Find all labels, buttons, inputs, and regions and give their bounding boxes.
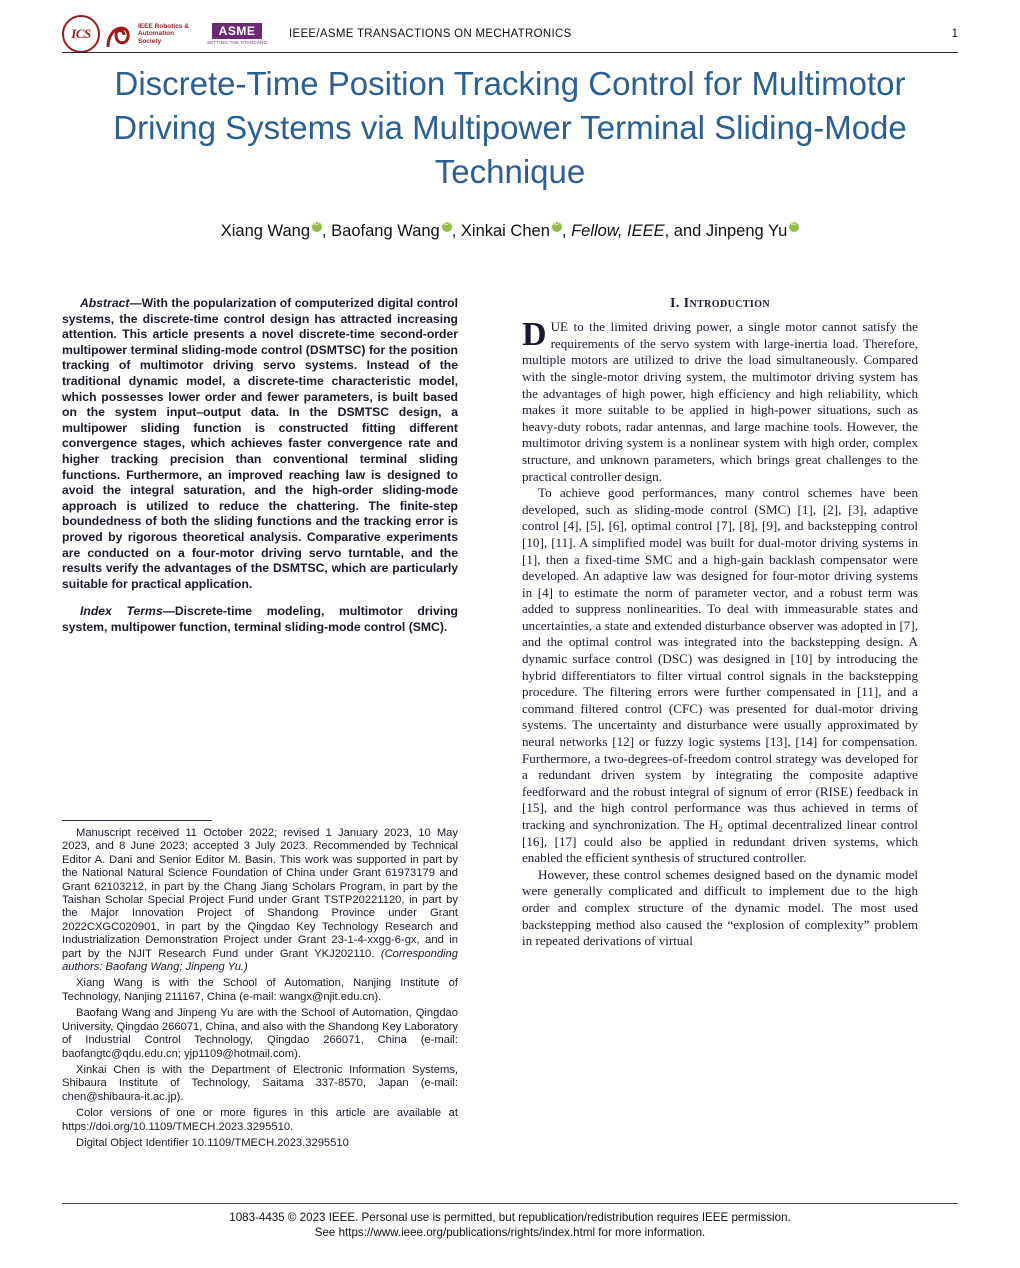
asme-logo-mark: ASME	[212, 23, 263, 39]
intro-paragraph-1	[522, 316, 918, 485]
logo-group	[62, 15, 267, 53]
orcid-icon[interactable]	[442, 222, 452, 232]
intro-paragraph-3: However, these control schemes designed based on the dynamic model were generally complicated and difficult to implement due to the high order and complex structure of the dynamic model. The most used backstepping method also caused the “explosion of complexity” problem in repeated derivations of virtual	[522, 866, 918, 949]
author-1: Xiang Wang	[220, 222, 310, 240]
footnote-color-versions: Color versions of one or more figures in this article are available at https://doi.org/10.1109/TMECH.2023.3295510.	[62, 1107, 458, 1133]
author-sep-2: ,	[451, 222, 461, 240]
index-terms-paragraph	[62, 604, 458, 635]
page-header	[62, 14, 958, 54]
author-4: Jinpeng Yu	[705, 222, 788, 240]
footnote-author-1: Xiang Wang is with the School of Automation, Nanjing Institute of Technology, Nanjing 211167, China (e-mail: wangx@njit.edu.cn).	[62, 977, 458, 1003]
footnote-doi: Digital Object Identifier 10.1109/TMECH.2023.3295510	[76, 1136, 349, 1149]
orcid-icon[interactable]	[789, 222, 799, 232]
footer-divider	[62, 1203, 958, 1204]
page-title: Discrete-Time Position Tracking Control for Multimotor Driving Systems via Multipower Terminal Sliding-Mode Technique	[113, 65, 907, 190]
footnote-manuscript-text: Manuscript received 11 October 2022; revised 1 January 2023, 10 May 2023, and 8 June 2023; accepted 3 July 2023. Recommended by Technical Editor A. Dani and Senior Editor M. Basin. This work was supported in part by the National Natural Science Foundation of China under Grant 61973179 and Grant 62103212, in part by the Chang Jiang Scholars Program, in part by the Taishan Scholar Special Project Fund under Grant TSTP20221120, in part by the Major Innovation Project of Shandong Province under Grant 2022CXGC020901, in part by the Qingdao Key Technology Research and Industrialization Demonstration Project under Grant 23-1-4-xxgg-6-gx, and in part by the NJIT Research Fund under Grant YKJ202110.	[62, 827, 458, 960]
orcid-icon[interactable]	[552, 222, 562, 232]
right-column	[522, 296, 918, 950]
left-column	[62, 296, 458, 635]
drop-cap: D	[522, 316, 547, 354]
orcid-icon[interactable]	[312, 222, 322, 232]
footnote-author-2: Baofang Wang and Jinpeng Yu are with the School of Automation, Qingdao University, Qingdao 266071, China, and also with the Shandong Key Laboratory of Industrial Control Technology, Qingdao 266071, China (e-mail: baofangtc@qdu.edu.cn; yjp1109@hotmail.com).	[62, 1007, 458, 1060]
intro-paragraph-2: To achieve good performances, many control schemes have been developed, such as sliding-mode control (SMC) [1], [2], [3], adaptive control [4], [5], [6], optimal control [7], [8], [9], and backstepping control [10], [11]. A simplified model was built for dual-motor driving systems in [1], then a fixed-time SMC and a high-gain backlash compensator were developed. An adaptive law was designed for four-motor driving systems in [4] to estimate the norm of parameter vector, and a robust term was added to suppress nonlinearities. To deal with immeasurable states and uncertainties, a state and extended disturbance observer was adopted in [7], and the optimal control was integrated into the backstepping design. A dynamic surface control (DSC) was designed in [10] by introducing the hybrid differentiators to filter virtual control signals in the backstepping procedure. The filtering errors were further compensated in [11], and a command filtered control (CFC) was presented for dual-motor driving systems. The uncertainty and disturbance were usually approximated by neural networks [12] or fuzzy logic systems [13], [14] for compensation. Furthermore, a two-degrees-of-freedom control strategy was developed for a redundant driven system by integrating the composite adaptive feedforward and the robust integral of signum of error (RISE) feedback in [15], and the high control performance was thus achieved in terms of tracking and synchronization. The H₂ optimal decentralized linear control [16], [17] could also be applied in redundant driven systems, which enabled the efficient synthesis of structured controller.	[522, 485, 918, 866]
asme-logo-tagline: SETTING THE STANDARD	[207, 40, 267, 45]
abstract-lead: Abstract—	[80, 296, 142, 310]
author-sep-3: ,	[561, 222, 572, 240]
ras-logo-label: IEEE Robotics & Automation Society	[138, 22, 189, 45]
asme-logo	[207, 23, 267, 45]
abstract-text: With the popularization of computerized digital control systems, the discrete-time control design has attracted increasing attention. This article presents a novel discrete-time second-order multipower terminal sliding-mode control (DSMTSC) for the position tracking of multimotor driving servo systems. Instead of the traditional dynamic model, a discrete-time characteristic model, which possesses lower order and fewer parameters, is built based on the system input–output data. In the DSMTSC design, a multipower sliding function is constructed fitting different convergence stages, which achieves faster convergence rate and higher tracking precision than conventional terminal sliding functions. Furthermore, an improved reaching law is designed to avoid the integral saturation, and the high-order sliding-mode approach is utilized to reduce the chattering. The finite-step boundedness of both the sliding functions and the tracking error is proved by rigorous theoretical analysis. Comparative experiments are conducted on a four-motor driving servo turntable, and the results verify the advantages of the DSMTSC, which are particularly suitable for practical application.	[62, 296, 458, 591]
author-sep-4: , and	[664, 222, 706, 240]
index-terms-lead: Index Terms—	[80, 604, 175, 619]
footer-rights-link[interactable]: See https://www.ieee.org/publications/rights/index.html for more information.	[314, 1226, 706, 1239]
footnote-divider	[62, 820, 212, 821]
journal-name: IEEE/ASME TRANSACTIONS ON MECHATRONICS	[289, 28, 572, 40]
footer-copyright: 1083-4435 © 2023 IEEE. Personal use is permitted, but republication/redistribution requires IEEE permission.	[229, 1211, 791, 1224]
author-fellow-note: Fellow, IEEE	[571, 222, 665, 240]
footnote-manuscript	[62, 827, 458, 974]
footnote-block	[62, 820, 458, 1153]
ras-circle-icon: ICS	[62, 15, 100, 53]
author-list	[90, 222, 930, 241]
page-footer	[62, 1210, 958, 1240]
section-heading-introduction: I. Introduction	[669, 296, 770, 311]
footnote-author-3: Xinkai Chen is with the Department of Electronic Information Systems, Shibaura Institute of Technology, Saitama 337-8570, Japan (e-mail: chen@shibaura-it.ac.jp).	[62, 1063, 458, 1103]
author-3: Xinkai Chen	[460, 222, 550, 240]
ras-swirl-icon	[104, 17, 134, 51]
author-2: Baofang Wang	[331, 222, 440, 240]
index-terms-text: Discrete-time modeling, multimotor driving system, multipower function, terminal sliding-mode control (SMC).	[62, 604, 458, 634]
page-number: 1	[951, 28, 958, 40]
header-divider	[62, 52, 958, 53]
abstract-paragraph	[62, 296, 458, 592]
author-sep-1: ,	[322, 222, 332, 240]
ieee-ras-logo	[62, 15, 194, 53]
footnote-corresponding-authors: (Corresponding authors: Baofang Wang; Jinpeng Yu.)	[62, 947, 458, 974]
intro-paragraph-1-text: UE to the limited driving power, a single motor cannot satisfy the requirements of the servo system with large-inertia load. Therefore, multiple motors are utilized to drive the load simultaneously. Compared with the single-motor driving system, the multimotor driving system has the advantages of high power, high efficiency and high reliability, which makes it more suitable to be applied in high-power situations, such as heavy-duty robots, radar antennas, and large machine tools. However, the multimotor driving system is a nonlinear system with high order, complex structure, and unknown parameters, which brings great challenges to the practical controller design.	[522, 319, 918, 484]
